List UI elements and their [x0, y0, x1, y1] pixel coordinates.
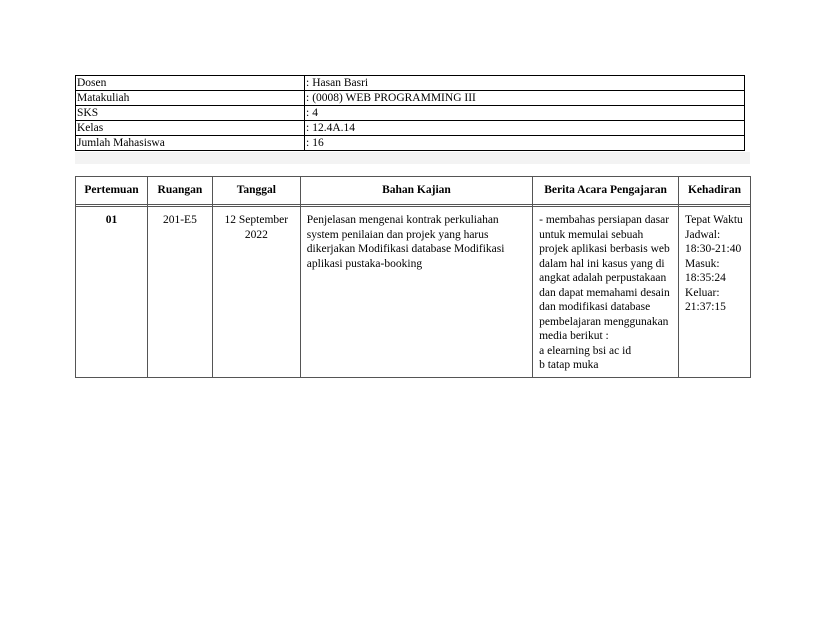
info-value-text: Hasan Basri [312, 76, 369, 89]
info-label: Jumlah Mahasiswa [76, 136, 305, 151]
info-separator: : [306, 121, 310, 134]
table-row [76, 207, 751, 378]
header-tanggal: Tanggal [212, 177, 300, 205]
cell-tanggal: 12 September 2022 [212, 207, 300, 378]
info-value-text: 12.4A.14 [312, 121, 356, 134]
info-value [305, 106, 745, 121]
cell-ruangan: 201-E5 [147, 207, 212, 378]
cell-kehadiran: Tepat Waktu Jadwal: 18:30-21:40 Masuk: 18:35:24 Keluar: 21:37:15 [679, 207, 751, 378]
section-divider [75, 152, 750, 164]
info-value [305, 136, 745, 151]
info-value [305, 91, 745, 106]
info-separator: : [306, 76, 310, 89]
header-pertemuan: Pertemuan [76, 177, 148, 205]
info-value [305, 76, 745, 91]
info-separator: : [306, 136, 310, 149]
info-row-dosen [76, 76, 745, 91]
info-value [305, 121, 745, 136]
info-label: Matakuliah [76, 91, 305, 106]
info-value-text: 4 [312, 106, 318, 119]
header-kehadiran: Kehadiran [679, 177, 751, 205]
info-label: Kelas [76, 121, 305, 136]
header-bahan-kajian: Bahan Kajian [300, 177, 532, 205]
cell-berita-acara: - membahas persiapan dasar untuk memulai sebuah projek aplikasi berbasis web dalam hal ini kasus yang di angkat adalah perpustakaan dan dapat memahami desain dan modifikasi database pembelajaran menggunakan media berikut : a elearning bsi ac id b tatap muka [533, 207, 679, 378]
cell-bahan-kajian: Penjelasan mengenai kontrak perkuliahan system penilaian dan projek yang harus dikerjakan Modifikasi database Modifikasi aplikasi pustaka-booking [300, 207, 532, 378]
info-separator: : [306, 106, 310, 119]
info-row-matakuliah [76, 91, 745, 106]
info-row-sks [76, 106, 745, 121]
info-label: Dosen [76, 76, 305, 91]
info-row-jumlah-mahasiswa [76, 136, 745, 151]
cell-pertemuan: 01 [76, 207, 148, 378]
info-row-kelas [76, 121, 745, 136]
attendance-table [75, 176, 751, 378]
info-label: SKS [76, 106, 305, 121]
info-value-text: (0008) WEB PROGRAMMING III [312, 91, 476, 104]
info-value-text: 16 [312, 136, 324, 149]
info-separator: : [306, 91, 310, 104]
header-berita-acara: Berita Acara Pengajaran [533, 177, 679, 205]
course-info-table [75, 75, 745, 151]
header-ruangan: Ruangan [147, 177, 212, 205]
table-header-row [76, 177, 751, 205]
